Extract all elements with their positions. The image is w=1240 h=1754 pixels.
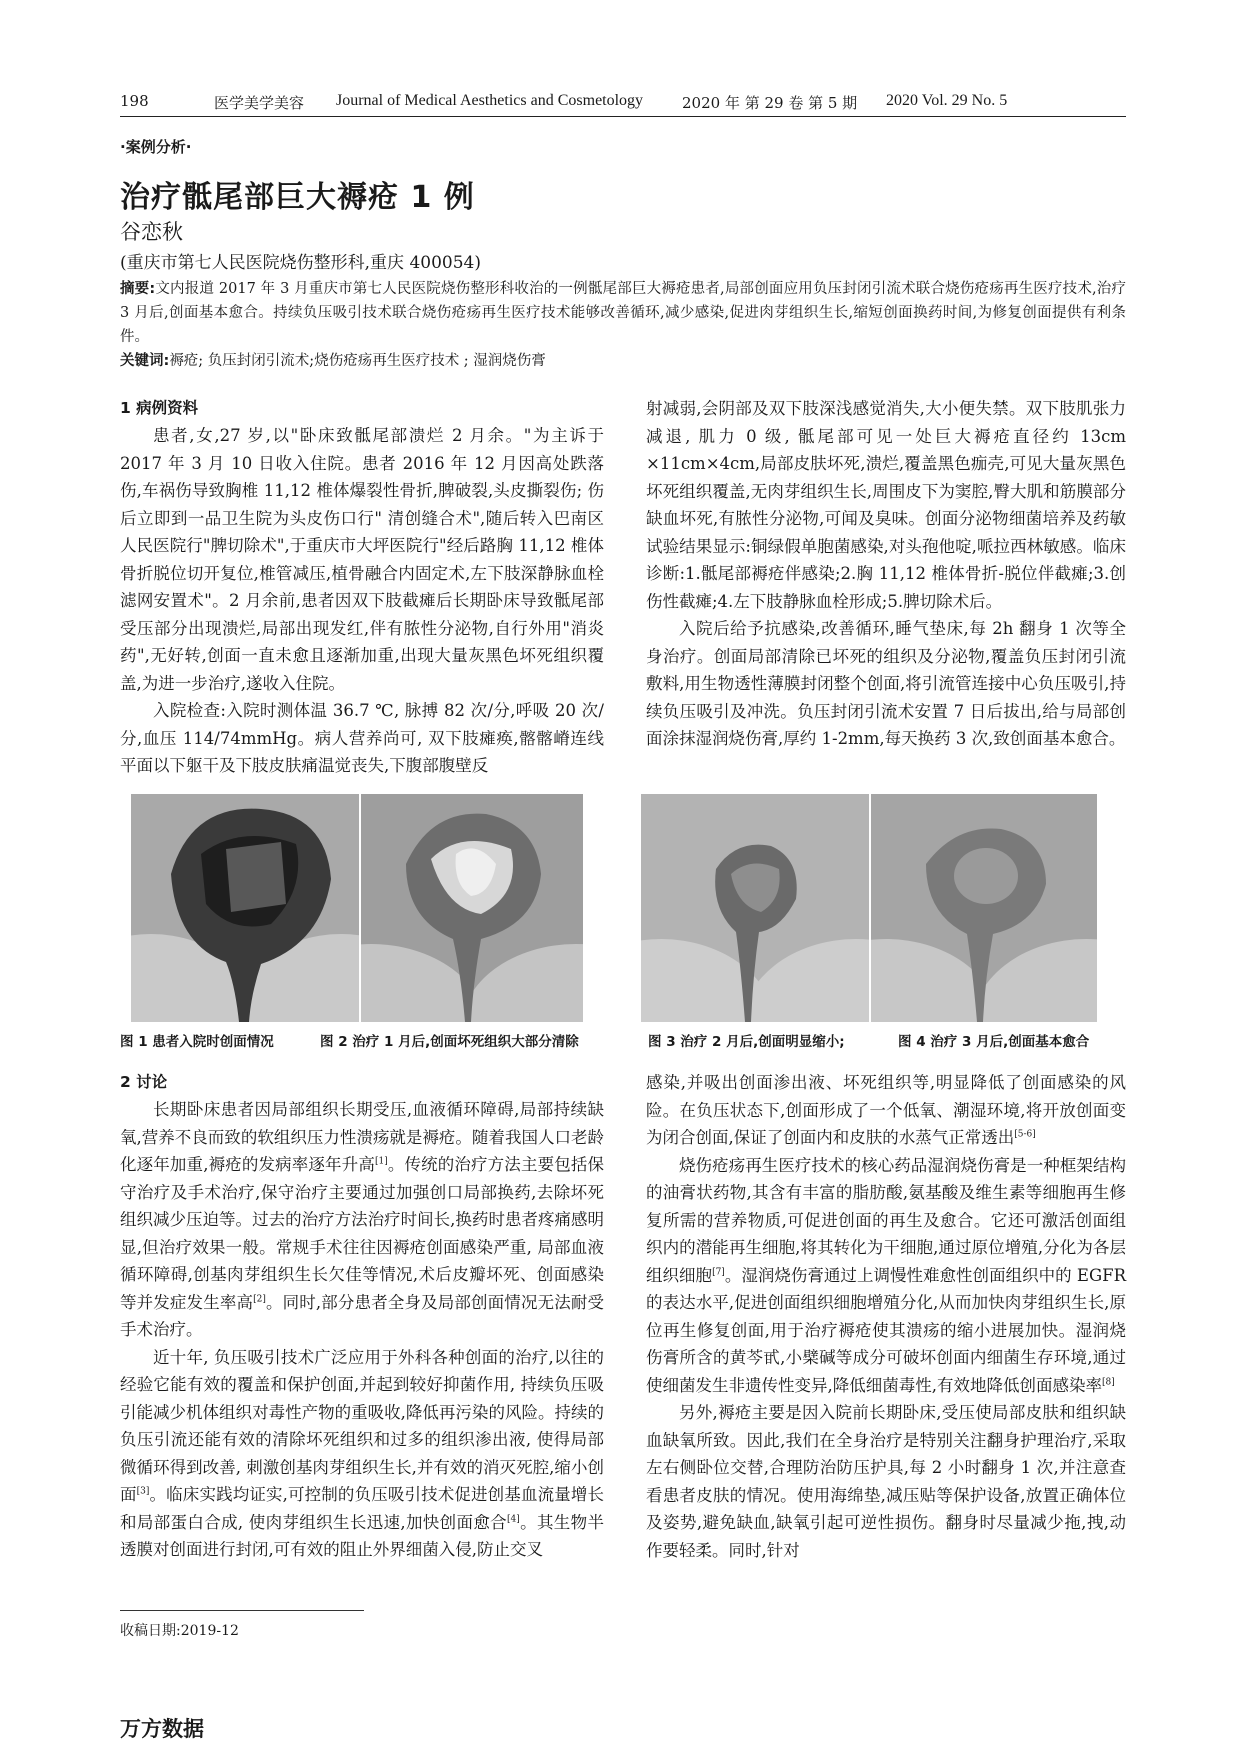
figure-2-caption: 图 2 治疗 1 月后,创面坏死组织大部分清除 — [320, 1034, 579, 1050]
treatment-paragraph: 入院后给予抗感染,改善循环,睡气垫床,每 2h 翻身 1 次等全身治疗。创面局部清除已坏死的组织及分泌物,覆盖负压封闭引流敷料,用生物透性薄膜封闭整个创面,将引流管连接中心负压吸引,持续负压吸引及冲洗。负压封闭引流术安置 7 日后拔出,给与局部创面涂抹湿润烧伤膏,厚约 1-2mm,每天换药 3 次,致创面基本愈合。 — [646, 619, 1126, 748]
footnote-rule — [120, 1610, 364, 1611]
discussion-paragraph-2: 近十年, 负压吸引技术广泛应用于外科各种创面的治疗,以往的经验它能有效的覆盖和保护创面,并起到较好抑菌作用, 持续负压吸引能减少机体组织对毒性产物的重吸收,降低再污染的风险。持续的负压引流还能有效的清除坏死组织和过多的组织渗出液, 使得局部微循环得到改善, 刺激创基肉芽组织生长,并有效的消灭死腔,缩小创面[3]。临床实践均证实,可控制的负压吸引技术促进创基血流量增长和局部蛋白合成, 使肉芽组织生长迅速,加快创面愈合[4]。其生物半透膜对创面进行封闭,可有效的阻止外界细菌入侵,防止交叉 — [120, 1347, 604, 1559]
abstract-label: 摘要: — [120, 281, 156, 297]
citation: [5-6] — [1014, 1129, 1036, 1140]
affiliation: (重庆市第七人民医院烧伤整形科,重庆 400054) — [120, 253, 481, 273]
figure-1-caption: 图 1 患者入院时创面情况 — [120, 1034, 274, 1050]
discussion-paragraph-1: 长期卧床患者因局部组织长期受压,血液循环障碍,局部持续缺氧,营养不良而致的软组织压力性溃疡就是褥疮。随着我国人口老龄化逐年加重,褥疮的发病率逐年升高[1]。传统的治疗方法主要包括保守治疗及手术治疗,保守治疗主要通过加强创口局部换药,去除坏死组织减少压迫等。过去的治疗方法治疗时间长,换药时患者疼痛感明显,但治疗效果一般。常规手术往往因褥疮创面感染严重, 局部血液循环障碍,创基肉芽组织生长欠佳等情况,术后皮瓣坏死、创面感染等并发症发生率高[2]。同时,部分患者全身及局部创面情况无法耐受手术治疗。 — [120, 1100, 605, 1339]
citation: [1] — [374, 1156, 388, 1167]
citation: [4] — [507, 1514, 520, 1524]
journal-name-cn: 医学美学美容 — [214, 94, 305, 112]
section1-right-column — [646, 395, 1126, 753]
citation: [3] — [136, 1486, 150, 1497]
citation: [7] — [712, 1267, 725, 1277]
figure-4-caption: 图 4 治疗 3 月后,创面基本愈合 — [898, 1034, 1090, 1050]
section2-left-column — [120, 1069, 604, 1564]
figure-4-photo — [871, 794, 1097, 1022]
section1-heading: 1 病例资料 — [120, 399, 199, 417]
keywords — [120, 349, 1126, 373]
case-history-paragraph: 患者,女,27 岁,以"卧床致骶尾部溃烂 2 月余。"为主诉于 2017 年 3 月 10 日收入住院。患者 2016 年 12 月因高处跌落伤,车祸伤导致胸椎 11,12 椎体爆裂性骨折,脾破裂,头皮撕裂伤; 伤后立即到一品卫生院为头皮伤口行" 清创缝合术",随后转入巴南区人民医院行"脾切除术",于重庆市大坪医院行"经后路胸 11,12 椎体骨折脱位切开复位,椎管减压,植骨融合内固定术,左下肢深静脉血栓滤网安置术"。2 月余前,患者因双下肢截瘫后长期卧床导致骶尾部受压部分出现溃烂,局部出现发红,伴有脓性分泌物,自行外用"消炎药",无好转,创面一直未愈且逐渐加重,出现大量灰黑色坏死组织覆盖,为进一步治疗,遂收入住院。 — [120, 426, 604, 693]
issue-en: 2020 Vol. 29 No. 5 — [886, 92, 1008, 109]
citation: [8] — [1102, 1377, 1115, 1387]
section2-right-column — [646, 1069, 1126, 1564]
discussion-paragraph-3: 烧伤疮疡再生医疗技术的核心药品湿润烧伤膏是一种框架结构的油膏状药物,其含有丰富的脂肪酸,氨基酸及维生素等细胞再生修复所需的营养物质,可促进创面的再生及愈合。它还可激活创面组织内的潜能再生细胞,将其转化为干细胞,通过原位增殖,分化为各层组织细胞[7]。湿润烧伤膏通过上调慢性难愈性创面组织中的 EGFR 的表达水平,促进创面组织细胞增殖分化,从而加快肉芽组织生长,原位再生修复创面,用于治疗褥疮使其溃疡的缩小进展加快。湿润烧伤膏所含的黄芩甙,小檗碱等成分可破坏创面内细菌生存环境,通过使细菌发生非遗传性变异,降低细菌毒性,有效地降低创面感染率[8] — [646, 1155, 1127, 1395]
header-rule — [120, 116, 1126, 117]
section2-heading: 2 讨论 — [120, 1073, 168, 1091]
issue-cn: 2020 年 第 29 卷 第 5 期 — [682, 94, 858, 112]
figure-3-photo — [641, 794, 869, 1022]
figure-1-photo — [131, 794, 359, 1022]
discussion-paragraph-4: 另外,褥疮主要是因入院前长期卧床,受压使局部皮肤和组织缺血缺氧所致。因此,我们在全身治疗是特别关注翻身护理治疗,采取左右侧卧位交替,合理防治防压护具,每 2 小时翻身 1 次,并注意查看患者皮肤的情况。使用海绵垫,减压贴等保护设备,放置正确体位及姿势,避免缺血,缺氧引起可逆性损伤。翻身时尽量减少拖,拽,动作要轻柔。同时,针对 — [646, 1403, 1126, 1560]
abstract — [120, 277, 1126, 349]
author: 谷恋秋 — [120, 220, 183, 244]
discussion-paragraph-2-continued: 感染,并吸出创面渗出液、坏死组织等,明显降低了创面感染的风险。在负压状态下,创面形成了一个低氧、潮湿环境,将开放创面变为闭合创面,保证了创面内和皮肤的水蒸气正常透出[5-6] — [646, 1073, 1126, 1147]
abstract-text: 文内报道 2017 年 3 月重庆市第七人民医院烧伤整形科收治的一例骶尾部巨大褥疮患者,局部创面应用负压封闭引流术联合烧伤疮疡再生医疗技术,治疗 3 月后,创面基本愈合。持续负压吸引技术联合烧伤疮疡再生医疗技术能够改善循环,减少感染,促进肉芽组织生长,缩短创面换药时间,为修复创面提供有利条件。 — [120, 281, 1126, 345]
figure-3-caption: 图 3 治疗 2 月后,创面明显缩小; — [648, 1034, 845, 1050]
wanfang-watermark: 万方数据 — [120, 1717, 204, 1741]
article-title: 治疗骶尾部巨大褥疮 1 例 — [120, 180, 475, 215]
page-number: 198 — [120, 92, 149, 110]
received-date: 收稿日期:2019-12 — [120, 1623, 239, 1639]
admission-exam-paragraph: 入院检查:入院时测体温 36.7 ℃, 脉搏 82 次/分,呼吸 20 次/分,血压 114/74mmHg。病人营养尚可, 双下肢瘫痪,髂髂嵴连线平面以下躯干及下肢皮肤痛温觉丧失,下腹部腹壁反 — [120, 701, 604, 775]
keywords-text: 褥疮; 负压封闭引流术;烧伤疮疡再生医疗技术 ; 湿润烧伤膏 — [169, 353, 546, 369]
keywords-label: 关键词: — [120, 353, 170, 369]
journal-name-en: Journal of Medical Aesthetics and Cosmetology — [336, 92, 644, 109]
figure-2-photo — [361, 794, 583, 1022]
running-header — [120, 88, 1126, 114]
section-tag: ·案例分析· — [120, 138, 192, 156]
citation: [2] — [253, 1294, 266, 1304]
exam-continued-paragraph: 射减弱,会阴部及双下肢深浅感觉消失,大小便失禁。双下肢肌张力减退, 肌力 0 级, 骶尾部可见一处巨大褥疮直径约 13cm ×11cm×4cm,局部皮肤坏死,溃烂,覆盖黑色痂壳,可见大量灰黑色坏死组织覆盖,无肉芽组织生长,周围皮下为窦腔,臀大肌和筋膜部分缺血坏死,有脓性分泌物,可闻及臭味。创面分泌物细菌培养及药敏试验结果显示:铜绿假单胞菌感染,对头孢他啶,哌拉西林敏感。临床诊断:1.骶尾部褥疮伴感染;2.胸 11,12 椎体骨折-脱位伴截瘫;3.创伤性截瘫;4.左下肢静脉血栓形成;5.脾切除术后。 — [646, 399, 1126, 611]
section1-left-column — [120, 395, 604, 780]
